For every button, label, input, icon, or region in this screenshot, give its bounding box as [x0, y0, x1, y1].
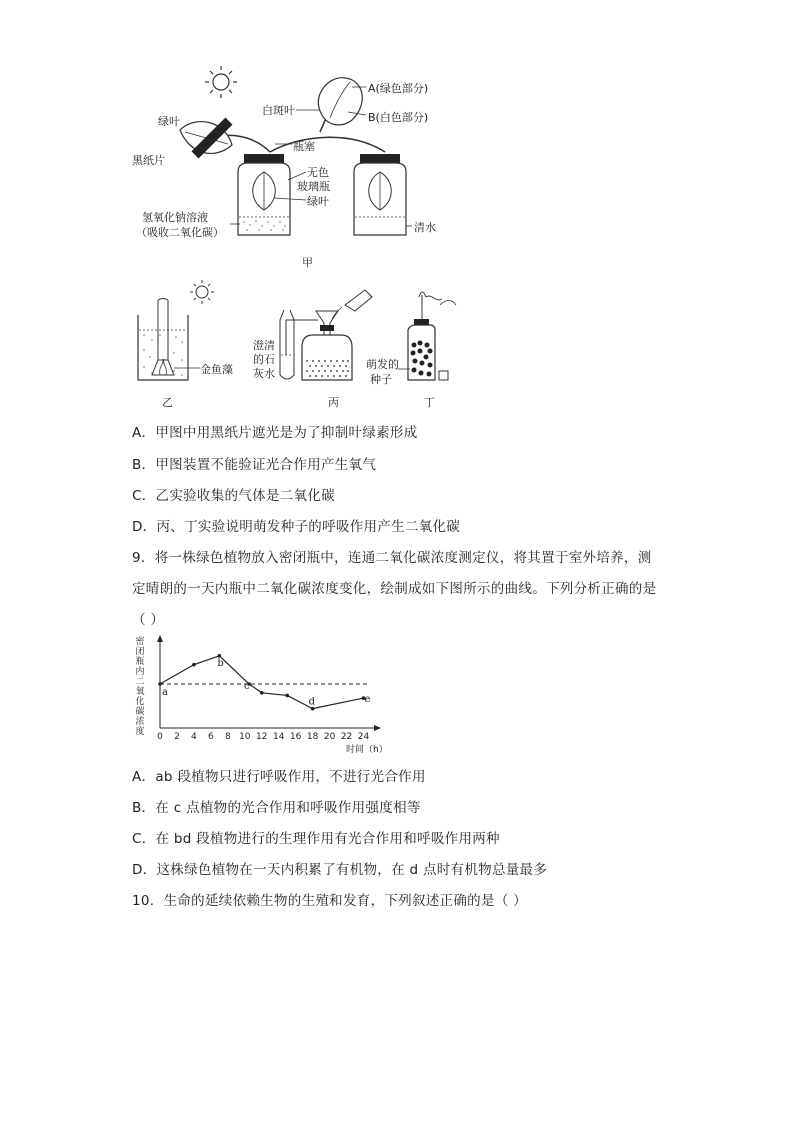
sun-icon — [205, 66, 237, 98]
x-tick-label: 6 — [208, 732, 214, 742]
x-axis-label: 时间（h） — [346, 745, 388, 755]
x-tick-label: 0 — [157, 732, 163, 742]
label-naoh-1: 氢氧化钠溶液 — [142, 211, 208, 224]
label-part-a: A(绿色部分) — [368, 82, 429, 95]
label-stopper: 瓶塞 — [293, 140, 315, 153]
figure-yi-bing-ding — [130, 275, 460, 390]
x-tick-label: 18 — [306, 732, 319, 742]
x-tick-label: 2 — [174, 732, 180, 742]
q8-option-d: D．丙、丁实验说明萌发种子的呼吸作用产生二氧化碳 — [132, 519, 461, 535]
x-tick-label: 4 — [191, 732, 197, 742]
q9-stem-line2: 定晴朗的一天内瓶中二氧化碳浓度变化，绘制成如下图所示的曲线。下列分析正确的是 — [132, 581, 657, 597]
bottle-left — [238, 154, 290, 235]
label-goldfish-weed: 金鱼藻 — [200, 363, 233, 376]
y-axis-label-char: 密 — [135, 637, 145, 647]
x-tick-label: 24 — [357, 732, 370, 742]
spotted-leaf — [296, 78, 366, 125]
data-point — [260, 691, 264, 695]
point-label-d: d — [308, 696, 316, 708]
x-tick-label: 22 — [340, 732, 353, 742]
data-point — [158, 682, 162, 686]
data-point — [285, 694, 289, 698]
q8-option-c: C．乙实验收集的气体是二氧化碳 — [132, 488, 335, 504]
x-tick-label: 14 — [272, 732, 285, 742]
apparatus-ding — [398, 292, 456, 380]
q9-stem-line1: 9．将一株绿色植物放入密闭瓶中，连通二氧化碳浓度测定仪，将其置于室外培养，测 — [132, 550, 652, 566]
q9-option-c: C．在 bd 段植物进行的生理作用有光合作用和呼吸作用两种 — [132, 831, 500, 847]
sun-icon — [190, 280, 214, 304]
caption-jia: 甲 — [302, 256, 313, 269]
label-limewater-2: 的石 — [253, 353, 275, 366]
y-axis-label-char: 浓 — [135, 717, 145, 727]
label-colorless: 无色 — [307, 166, 329, 179]
q9-option-b: B．在 c 点植物的光合作用和呼吸作用强度相等 — [132, 800, 421, 816]
point-label-b: b — [217, 657, 224, 669]
y-axis-label-char: 二 — [135, 677, 145, 687]
co2-series-line — [160, 656, 364, 709]
q8-option-a: A．甲图中用黑纸片遮光是为了抑制叶绿素形成 — [132, 425, 418, 441]
y-axis-label-char: 化 — [135, 697, 145, 707]
y-axis-label-char: 氧 — [135, 687, 145, 697]
label-green-leaf-inner: 绿叶 — [307, 195, 329, 208]
caption-yi: 乙 — [162, 396, 173, 409]
label-seeds-1: 萌发的 — [366, 358, 399, 371]
label-green-leaf-left: 绿叶 — [158, 115, 180, 128]
point-label-a: a — [162, 687, 168, 698]
y-axis-label-char: 闭 — [135, 647, 145, 657]
label-part-b: B(白色部分) — [368, 111, 429, 124]
label-spotted-leaf: 白斑叶 — [262, 104, 295, 117]
beaker-yi — [138, 299, 200, 381]
apparatus-bing — [280, 290, 372, 380]
caption-bing: 丙 — [328, 396, 339, 409]
q10-stem: 10．生命的延续依赖生物的生殖和发育，下列叙述正确的是（ ） — [132, 893, 527, 909]
data-point — [192, 663, 196, 667]
label-black-paper: 黑纸片 — [132, 154, 165, 167]
point-label-e: e — [364, 694, 371, 706]
point-label-c: c — [244, 681, 250, 692]
label-limewater-1: 澄清 — [253, 339, 275, 352]
co2-concentration-chart — [130, 634, 400, 756]
bottle-right — [354, 154, 412, 235]
x-tick-label: 8 — [224, 732, 231, 742]
q9-option-a: A．ab 段植物只进行呼吸作用，不进行光合作用 — [132, 769, 426, 785]
q9-option-d: D．这株绿色植物在一天内积累了有机物，在 d 点时有机物总量最多 — [132, 862, 548, 878]
label-limewater-3: 灰水 — [253, 367, 275, 380]
y-axis-label-char: 内 — [135, 667, 145, 677]
x-tick-label: 12 — [256, 732, 268, 742]
y-axis-label-char: 瓶 — [135, 657, 145, 667]
y-axis-arrow — [157, 635, 163, 642]
label-naoh-2: （吸收二氧化碳） — [136, 226, 224, 239]
label-seeds-2: 种子 — [370, 373, 392, 386]
q8-option-b: B．甲图装置不能验证光合作用产生氧气 — [132, 457, 377, 473]
y-axis-label-char: 度 — [135, 727, 145, 737]
y-axis-label-char: 碳 — [135, 707, 145, 717]
x-tick-label: 10 — [239, 732, 251, 742]
x-tick-label: 20 — [323, 732, 336, 742]
label-glass-bottle: 玻璃瓶 — [297, 180, 330, 193]
label-water: 清水 — [414, 221, 436, 234]
q9-answer-paren: （ ） — [132, 612, 165, 628]
x-tick-label: 16 — [289, 732, 302, 742]
caption-ding: 丁 — [424, 396, 435, 409]
x-axis-arrow — [374, 725, 381, 731]
